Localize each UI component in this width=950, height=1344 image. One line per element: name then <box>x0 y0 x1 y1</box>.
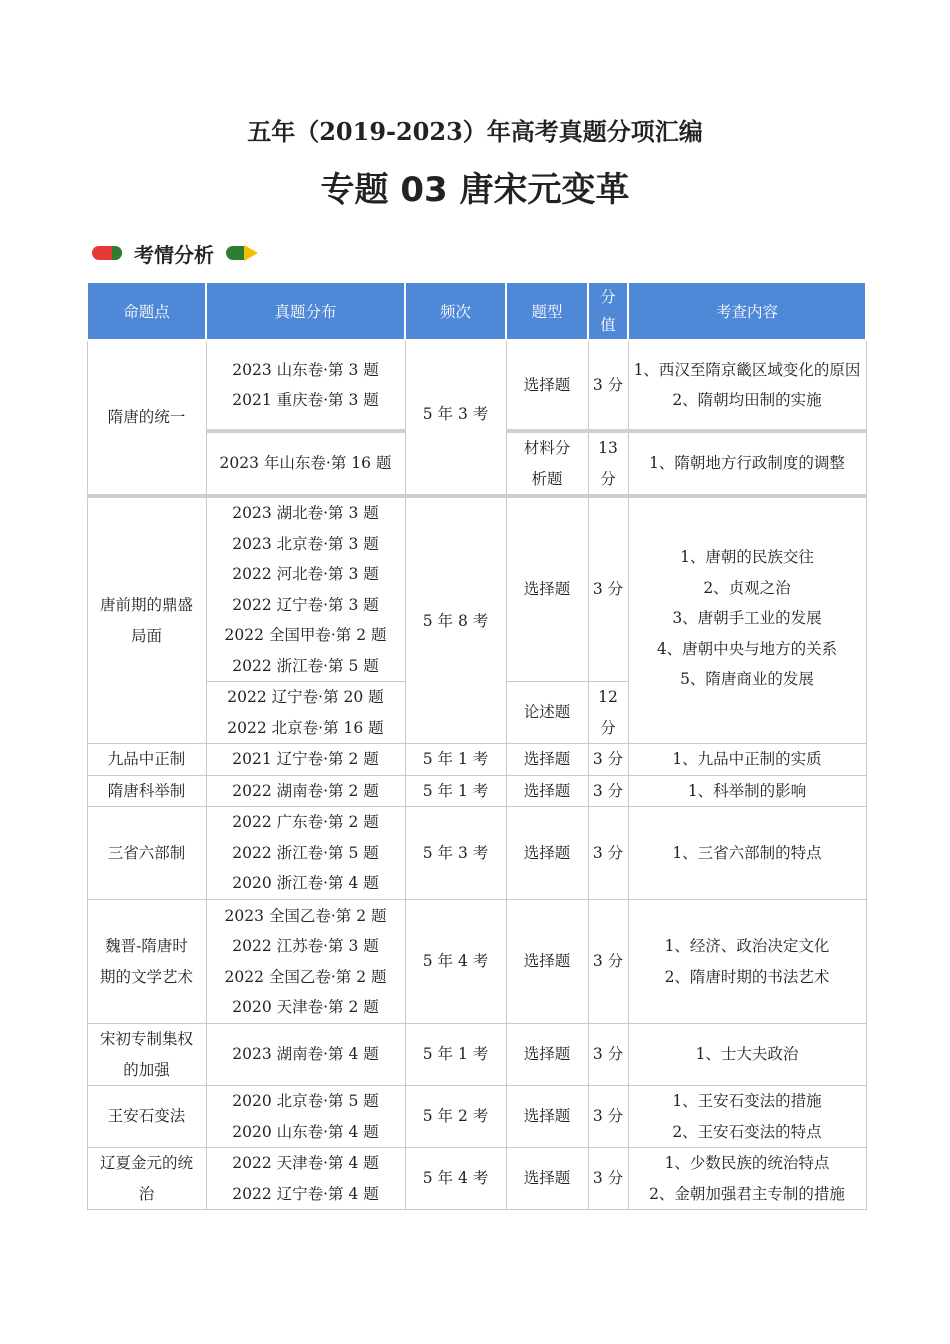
type-cell: 论述题 <box>506 682 588 744</box>
content-cell: 1、王安石变法的措施 2、王安石变法的特点 <box>628 1086 866 1148</box>
frequency-cell: 5 年 3 考 <box>405 807 506 900</box>
topic-cell: 魏晋-隋唐时 期的文学艺术 <box>87 900 206 1024</box>
score-cell: 13 分 <box>588 431 628 496</box>
col-header-score: 分 值 <box>588 282 628 340</box>
distribution-cell: 2022 天津卷·第 4 题 2022 辽宁卷·第 4 题 <box>206 1148 405 1210</box>
distribution-cell: 2023 湖北卷·第 3 题 2023 北京卷·第 3 题 2022 河北卷·第 3 题 2022 辽宁卷·第 3 题 2022 全国甲卷·第 2 题 2022 浙江卷·第 5 题 <box>206 496 405 682</box>
distribution-cell: 2023 年山东卷·第 16 题 <box>206 431 405 496</box>
topic-cell: 王安石变法 <box>87 1086 206 1148</box>
section-label: 考情分析 <box>134 242 214 267</box>
score-cell: 3 分 <box>588 900 628 1024</box>
score-cell: 3 分 <box>588 807 628 900</box>
type-cell: 材料分 析题 <box>506 431 588 496</box>
topic-cell: 九品中正制 <box>87 744 206 776</box>
distribution-cell: 2022 广东卷·第 2 题 2022 浙江卷·第 5 题 2020 浙江卷·第 4 题 <box>206 807 405 900</box>
pencil-left-icon <box>92 246 122 260</box>
type-cell: 选择题 <box>506 496 588 682</box>
topic-cell: 隋唐的统一 <box>87 340 206 496</box>
distribution-cell: 2023 湖南卷·第 4 题 <box>206 1024 405 1086</box>
table-row <box>87 807 866 900</box>
table-row <box>87 340 866 431</box>
col-header-frequency: 频次 <box>405 282 506 340</box>
frequency-cell: 5 年 1 考 <box>405 744 506 776</box>
score-cell: 12 分 <box>588 682 628 744</box>
frequency-cell: 5 年 4 考 <box>405 1148 506 1210</box>
topic-cell: 辽夏金元的统 治 <box>87 1148 206 1210</box>
type-cell: 选择题 <box>506 775 588 807</box>
content-cell: 1、经济、政治决定文化 2、隋唐时期的书法艺术 <box>628 900 866 1024</box>
distribution-cell: 2022 辽宁卷·第 20 题 2022 北京卷·第 16 题 <box>206 682 405 744</box>
table-row <box>87 496 866 682</box>
frequency-cell: 5 年 3 考 <box>405 340 506 496</box>
table-row <box>87 1148 866 1210</box>
frequency-cell: 5 年 1 考 <box>405 1024 506 1086</box>
distribution-cell: 2022 湖南卷·第 2 题 <box>206 775 405 807</box>
score-cell: 3 分 <box>588 775 628 807</box>
section-header <box>92 238 258 268</box>
table-header-row <box>87 282 866 340</box>
col-header-topic: 命题点 <box>87 282 206 340</box>
col-header-content: 考查内容 <box>628 282 866 340</box>
col-header-distribution: 真题分布 <box>206 282 405 340</box>
pencil-right-icon <box>226 246 244 260</box>
type-cell: 选择题 <box>506 807 588 900</box>
doc-series-title: 五年（2019-2023）年高考真题分项汇编 <box>247 117 703 146</box>
content-cell: 1、唐朝的民族交往 2、贞观之治 3、唐朝手工业的发展 4、唐朝中央与地方的关系 5、隋唐商业的发展 <box>628 496 866 744</box>
pencil-tip-icon <box>244 245 258 261</box>
distribution-cell: 2023 全国乙卷·第 2 题 2022 江苏卷·第 3 题 2022 全国乙卷·第 2 题 2020 天津卷·第 2 题 <box>206 900 405 1024</box>
distribution-cell: 2023 山东卷·第 3 题 2021 重庆卷·第 3 题 <box>206 340 405 431</box>
table-row <box>87 1024 866 1086</box>
frequency-cell: 5 年 8 考 <box>405 496 506 744</box>
topic-cell: 唐前期的鼎盛 局面 <box>87 496 206 744</box>
topic-cell: 三省六部制 <box>87 807 206 900</box>
type-cell: 选择题 <box>506 340 588 431</box>
table-row <box>87 900 866 1024</box>
score-cell: 3 分 <box>588 1024 628 1086</box>
type-cell: 选择题 <box>506 1086 588 1148</box>
analysis-table <box>86 281 867 1210</box>
content-cell: 1、少数民族的统治特点 2、金朝加强君主专制的措施 <box>628 1148 866 1210</box>
frequency-cell: 5 年 1 考 <box>405 775 506 807</box>
score-cell: 3 分 <box>588 340 628 431</box>
table-row <box>87 744 866 776</box>
frequency-cell: 5 年 2 考 <box>405 1086 506 1148</box>
type-cell: 选择题 <box>506 900 588 1024</box>
table-row <box>87 775 866 807</box>
content-cell: 1、隋朝地方行政制度的调整 <box>628 431 866 496</box>
content-cell: 1、三省六部制的特点 <box>628 807 866 900</box>
score-cell: 3 分 <box>588 1148 628 1210</box>
topic-cell: 隋唐科举制 <box>87 775 206 807</box>
table-row <box>87 1086 866 1148</box>
score-cell: 3 分 <box>588 496 628 682</box>
frequency-cell: 5 年 4 考 <box>405 900 506 1024</box>
distribution-cell: 2021 辽宁卷·第 2 题 <box>206 744 405 776</box>
topic-cell: 宋初专制集权 的加强 <box>87 1024 206 1086</box>
type-cell: 选择题 <box>506 1024 588 1086</box>
type-cell: 选择题 <box>506 1148 588 1210</box>
content-cell: 1、科举制的影响 <box>628 775 866 807</box>
content-cell: 1、士大夫政治 <box>628 1024 866 1086</box>
col-header-type: 题型 <box>506 282 588 340</box>
score-cell: 3 分 <box>588 1086 628 1148</box>
doc-topic-title: 专题 03 唐宋元变革 <box>320 170 630 210</box>
score-cell: 3 分 <box>588 744 628 776</box>
type-cell: 选择题 <box>506 744 588 776</box>
content-cell: 1、九品中正制的实质 <box>628 744 866 776</box>
content-cell: 1、西汉至隋京畿区域变化的原因 2、隋朝均田制的实施 <box>628 340 866 431</box>
distribution-cell: 2020 北京卷·第 5 题 2020 山东卷·第 4 题 <box>206 1086 405 1148</box>
